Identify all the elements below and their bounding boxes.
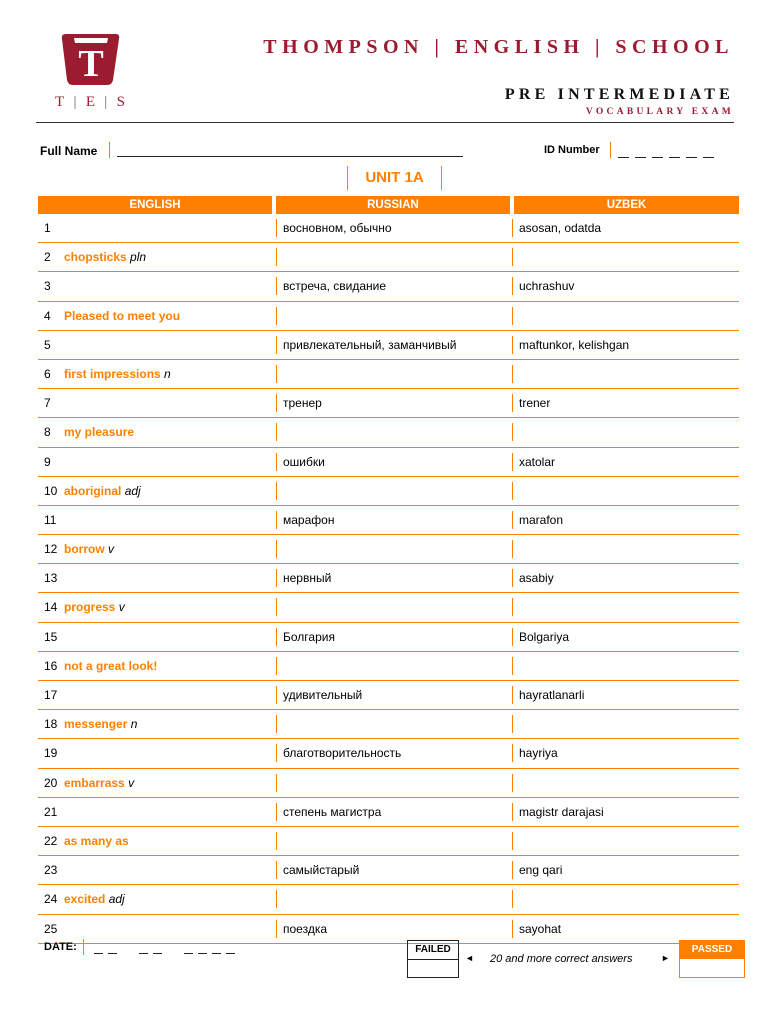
english-cell xyxy=(64,710,137,738)
russian-cell[interactable] xyxy=(276,774,283,792)
table-row xyxy=(38,477,739,506)
vocabulary-table xyxy=(38,214,739,944)
full-name-label: Full Name xyxy=(40,144,98,158)
row-number: 5 xyxy=(44,337,51,352)
part-of-speech: v xyxy=(118,600,125,615)
english-word: borrow xyxy=(64,542,105,557)
row-number: 1 xyxy=(44,221,51,235)
uzbek-cell: Bolgariya xyxy=(512,628,569,646)
id-number-divider xyxy=(610,142,611,158)
uzbek-cell[interactable] xyxy=(512,832,519,850)
uzbek-cell: hayratlanarli xyxy=(512,686,584,704)
uzbek-cell: asosan, odatda xyxy=(512,219,601,237)
table-row xyxy=(38,710,739,739)
row-number: 23 xyxy=(44,863,58,878)
date-field[interactable] xyxy=(94,953,240,954)
uzbek-cell[interactable] xyxy=(512,365,519,383)
table-row xyxy=(38,243,739,272)
header-divider xyxy=(36,122,734,123)
row-number: 8 xyxy=(44,425,51,440)
table-row xyxy=(38,652,739,681)
uzbek-cell[interactable] xyxy=(512,248,519,266)
logo-separator: | xyxy=(73,94,79,110)
row-number: 11 xyxy=(44,512,57,527)
russian-cell[interactable] xyxy=(276,423,283,441)
logo-initials xyxy=(55,94,127,111)
uzbek-cell: sayohat xyxy=(512,920,561,938)
row-number: 14 xyxy=(44,600,58,615)
logo-separator: | xyxy=(104,94,110,110)
school-title: THOMPSON | ENGLISH | SCHOOL xyxy=(263,36,734,58)
id-number-label: ID Number xyxy=(544,144,600,156)
english-word: first impressions xyxy=(64,366,161,381)
english-word: as many as xyxy=(64,833,129,848)
part-of-speech: n xyxy=(130,717,138,732)
uzbek-cell: magistr darajasi xyxy=(512,803,604,821)
full-name-divider xyxy=(109,142,110,158)
table-row xyxy=(38,623,739,652)
table-header xyxy=(38,196,739,214)
table-row xyxy=(38,506,739,535)
table-row xyxy=(38,535,739,564)
russian-cell: нервный xyxy=(276,569,331,587)
table-row xyxy=(38,214,739,243)
row-number: 10 xyxy=(44,483,58,498)
english-cell xyxy=(64,769,134,797)
uzbek-cell[interactable] xyxy=(512,657,519,675)
english-word: my pleasure xyxy=(64,425,135,440)
row-number: 7 xyxy=(44,396,51,411)
uzbek-cell: eng qari xyxy=(512,861,562,879)
russian-cell: ошибки xyxy=(276,453,325,471)
part-of-speech: n xyxy=(164,366,171,381)
row-number: 4 xyxy=(44,308,51,323)
table-row xyxy=(38,360,739,389)
table-row xyxy=(38,885,739,914)
russian-cell: восновном, обычно xyxy=(276,219,392,237)
english-cell xyxy=(64,827,129,855)
russian-cell: удивительный xyxy=(276,686,362,704)
table-row xyxy=(38,798,739,827)
failed-box[interactable] xyxy=(407,940,459,978)
table-row xyxy=(38,564,739,593)
english-cell xyxy=(64,360,171,388)
russian-cell[interactable] xyxy=(276,482,283,500)
date-label: DATE: xyxy=(44,941,77,953)
table-row xyxy=(38,681,739,710)
english-cell xyxy=(64,477,141,505)
row-number: 17 xyxy=(44,688,58,702)
russian-cell: поездка xyxy=(276,920,327,938)
logo-initial-s: S xyxy=(116,94,127,110)
english-cell xyxy=(64,885,125,913)
uzbek-cell[interactable] xyxy=(512,423,519,441)
uzbek-cell[interactable] xyxy=(512,482,519,500)
failed-label: FAILED xyxy=(408,941,458,960)
part-of-speech: pln xyxy=(130,250,147,265)
row-number: 25 xyxy=(44,921,58,936)
table-row xyxy=(38,448,739,477)
date-divider xyxy=(83,939,84,955)
part-of-speech: v xyxy=(128,775,135,790)
full-name-field[interactable] xyxy=(117,156,463,157)
arrow-left-icon: ◄ xyxy=(465,953,474,963)
english-word: excited xyxy=(64,892,106,907)
russian-cell: степень магистра xyxy=(276,803,381,821)
table-row xyxy=(38,418,739,447)
passed-label: PASSED xyxy=(680,941,744,959)
english-word: aboriginal xyxy=(64,483,122,498)
russian-cell[interactable] xyxy=(276,890,283,908)
uzbek-cell[interactable] xyxy=(512,540,519,558)
row-number: 20 xyxy=(44,775,58,790)
school-logo xyxy=(60,30,122,90)
table-row xyxy=(38,769,739,798)
row-number: 21 xyxy=(44,804,58,819)
table-row xyxy=(38,302,739,331)
uzbek-cell: hayriya xyxy=(512,744,558,762)
table-row xyxy=(38,272,739,301)
table-row xyxy=(38,856,739,885)
row-number: 9 xyxy=(44,454,51,469)
russian-cell[interactable] xyxy=(276,715,283,733)
russian-cell[interactable] xyxy=(276,248,283,266)
english-word: messenger xyxy=(64,717,128,732)
uzbek-cell: marafon xyxy=(512,511,563,529)
english-word: chopsticks xyxy=(64,250,127,265)
english-cell xyxy=(64,535,114,563)
uzbek-cell: xatolar xyxy=(512,453,555,471)
russian-cell[interactable] xyxy=(276,832,283,850)
english-word: embarrass xyxy=(64,775,125,790)
arrow-right-icon: ► xyxy=(661,953,670,963)
uzbek-cell[interactable] xyxy=(512,598,519,616)
logo-initial-t: T xyxy=(55,94,67,110)
russian-cell: привлекательный, заманчивый xyxy=(276,336,456,354)
russian-cell: тренер xyxy=(276,394,322,412)
column-header-uzbek: UZBEK xyxy=(514,196,739,214)
uzbek-cell[interactable] xyxy=(512,890,519,908)
uzbek-cell: trener xyxy=(512,394,550,412)
logo-initial-e: E xyxy=(85,94,97,110)
english-cell xyxy=(64,243,146,271)
row-number: 2 xyxy=(44,250,51,265)
uzbek-cell[interactable] xyxy=(512,774,519,792)
row-number: 22 xyxy=(44,833,58,848)
pass-threshold-hint: 20 and more correct answers xyxy=(490,953,633,965)
english-word: not a great look! xyxy=(64,658,158,673)
part-of-speech: v xyxy=(108,542,115,557)
russian-cell: встреча, свидание xyxy=(276,277,386,295)
table-row xyxy=(38,827,739,856)
table-row xyxy=(38,915,739,944)
row-number: 19 xyxy=(44,746,58,761)
english-cell xyxy=(64,302,180,330)
table-row xyxy=(38,331,739,360)
column-header-russian: RUSSIAN xyxy=(276,196,510,214)
row-number: 6 xyxy=(44,366,51,381)
uzbek-cell: uchrashuv xyxy=(512,277,574,295)
russian-cell[interactable] xyxy=(276,365,283,383)
logo-letter: T xyxy=(78,43,104,85)
english-word: Pleased to meet you xyxy=(64,308,181,323)
russian-cell: Болгария xyxy=(276,628,335,646)
russian-cell[interactable] xyxy=(276,307,283,325)
row-number: 18 xyxy=(44,717,58,732)
uzbek-cell: maftunkor, kelishgan xyxy=(512,336,629,354)
part-of-speech: adj xyxy=(124,483,141,498)
part-of-speech: adj xyxy=(108,892,125,907)
row-number: 12 xyxy=(44,542,58,557)
table-row xyxy=(38,739,739,768)
column-header-english: ENGLISH xyxy=(38,196,272,214)
russian-cell[interactable] xyxy=(276,540,283,558)
uzbek-cell: asabiy xyxy=(512,569,554,587)
english-cell xyxy=(64,418,134,446)
russian-cell[interactable] xyxy=(276,657,283,675)
english-cell xyxy=(64,652,157,680)
english-word: progress xyxy=(64,600,116,615)
row-number: 13 xyxy=(44,571,58,586)
row-number: 16 xyxy=(44,658,58,673)
row-number: 3 xyxy=(44,279,51,294)
russian-cell: самыйстарый xyxy=(276,861,359,879)
row-number: 24 xyxy=(44,892,58,907)
level-title: PRE INTERMEDIATE xyxy=(504,86,734,103)
russian-cell[interactable] xyxy=(276,598,283,616)
uzbek-cell[interactable] xyxy=(512,715,519,733)
row-number: 15 xyxy=(44,629,58,644)
unit-title: UNIT 1A xyxy=(347,166,442,190)
table-row xyxy=(38,389,739,418)
exam-title: VOCABULARY EXAM xyxy=(585,107,734,117)
english-cell xyxy=(64,593,125,621)
russian-cell: марафон xyxy=(276,511,334,529)
id-number-field[interactable] xyxy=(618,147,714,158)
table-row xyxy=(38,593,739,622)
russian-cell: благотворительность xyxy=(276,744,401,762)
passed-box[interactable] xyxy=(679,940,745,978)
uzbek-cell[interactable] xyxy=(512,307,519,325)
